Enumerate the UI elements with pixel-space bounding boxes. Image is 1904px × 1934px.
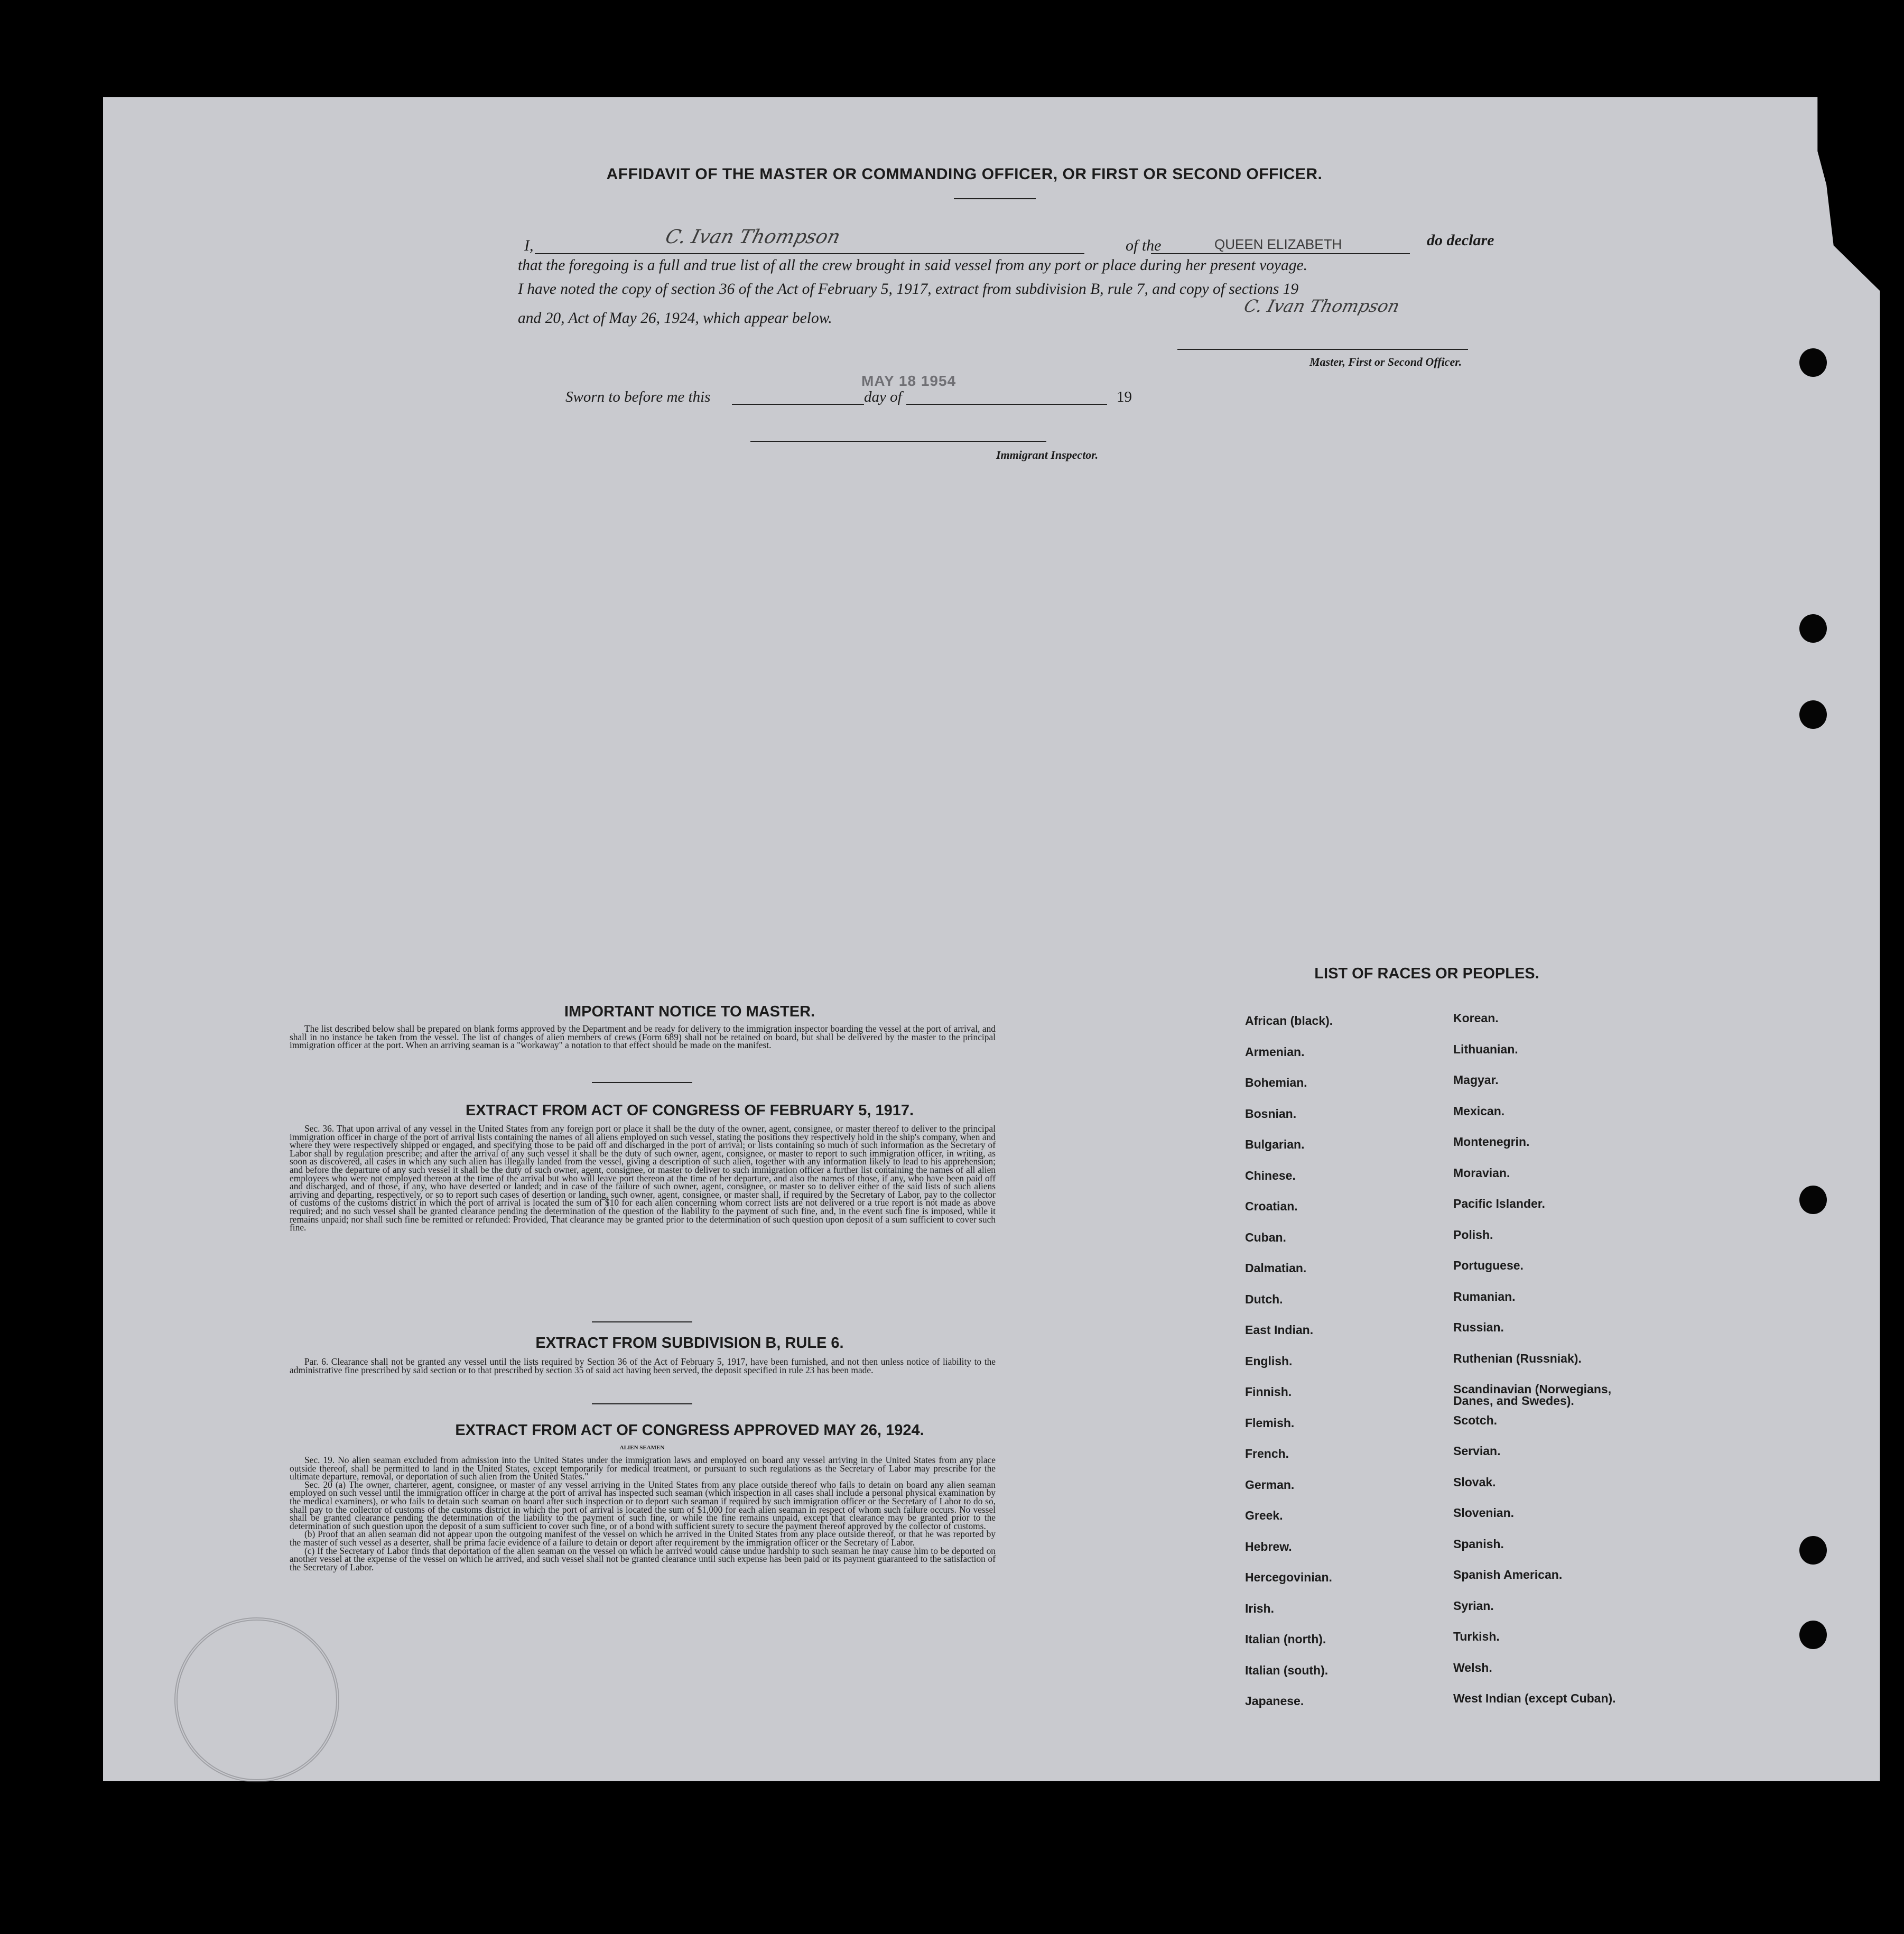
right-race-item: West Indian (except Cuban). [1453,1691,1616,1705]
sworn-label: Sworn to before me this [565,388,711,405]
notice-text [290,1025,996,1050]
right-race-item: Scotch. [1453,1413,1498,1427]
title-rule [954,198,1036,199]
right-race-item: Korean. [1453,1011,1499,1025]
races-left-column [1245,1015,1446,1726]
races-heading: LIST OF RACES OR PEOPLES. [1314,965,1539,982]
right-race-item: Pacific Islander. [1453,1197,1545,1210]
inspector-line [750,441,1046,442]
inspector-caption: Immigrant Inspector. [996,448,1099,461]
affidavit-line-3: and 20, Act of May 26, 1924, which appear below. [518,310,832,327]
right-race-item: Magyar. [1453,1073,1499,1087]
left-race-item: Dutch. [1245,1292,1283,1306]
left-race-item: German. [1245,1477,1295,1492]
left-race-item: Hercegovinian. [1245,1570,1332,1584]
section-36-paragraph: Sec. 36. That upon arrival of any vessel in the United States from any foreign port or place it shall be the duty of the owner, agent, consignee, or master thereof to deliver to the principal immigration officer in charge of the port of arrival lists containing the names of all aliens employed on such vessel, stating the positions they respectively hold in the ship's company, when and where they were respectively shipped or engaged, and specifying those to be paid off and discharged in the port of arrival; or lists containing so much of such information as the Secretary of Labor shall by regulation prescribe; and after the arrival of any such vessel it shall be the duty of such owner, agent, consignee, or master to report to such immigration officer, in writing, as soon as discovered, all cases in which any such alien has illegally landed from the vessel, giving a description of such alien, together with any information likely to lead to his apprehension; and before the departure of any such vessel it shall be the duty of such owner, agent, consignee, or master to deliver to such immigration officer a further list containing the names of all alien employees who were not employed thereon at the time of the arrival but who will leave port thereon at the time of her departure, and also the names of those, if any, who have been paid off and discharged, and of those, if any, who have deserted or landed; and in case of the failure of such owner, agent, consignee, or master so to deliver either of the said lists of such aliens arriving and departing, respectively, or so to report such cases of desertion or landing, such owner, agent, consignee, or master shall, if required by the Secretary of Labor, pay to the collector of customs of the customs district in which the port of arrival is located the sum of $10 for each alien concerning whom correct lists are not delivered or a true report is not made as above required; and no such vessel shall be granted clearance pending the determination of the question of the liability to the payment of such fine, and, in the event such fine is imposed, while it remains unpaid; nor shall such fine be remitted or refunded: Provided, That clearance may be granted prior to the determination of such question upon deposit of a sum sufficient to cover such fine. [290,1123,996,1233]
right-race-item: Russian. [1453,1320,1504,1334]
section-rule [592,1403,692,1404]
left-race-item: Hebrew. [1245,1539,1292,1553]
vessel-name: QUEEN ELIZABETH [1214,236,1342,252]
right-race-item: Turkish. [1453,1630,1500,1643]
left-race-item: Japanese. [1245,1694,1304,1708]
extract-1917-heading: EXTRACT FROM ACT OF CONGRESS OF FEBRUARY 5, 1917. [465,1102,914,1119]
affidavit-line-2: I have noted the copy of section 36 of the Act of February 5, 1917, extract from subdivision B, rule 7, and copy of sections 19 [518,281,1299,298]
left-race-item: Croatian. [1245,1199,1298,1213]
date-stamp: MAY 18 1954 [861,373,956,389]
day-of-label: day of [864,388,902,405]
left-race-item: Bohemian. [1245,1076,1307,1089]
left-race-item: French. [1245,1447,1289,1460]
alien-seamen-subheading: ALIEN SEAMEN [619,1445,665,1451]
year-prefix: 19 [1117,388,1132,405]
left-race-item: Italian (south). [1245,1663,1329,1677]
right-race-item: Rumanian. [1453,1289,1516,1303]
races-right-column [1453,1012,1675,1724]
paragraph-6: Par. 6. Clearance shall not be granted any vessel until the lists required by Section 36 of the Act of February 5, 1917, have been furnished, and not then unless notice of liability to the administrative fine prescribed by said section or to that prescribed by section 35 of said act having been served, the deposit specified in rule 23 has been made. [290,1356,996,1375]
left-race-item: Greek. [1245,1509,1283,1522]
right-race-item: Servian. [1453,1444,1501,1458]
sworn-month-line [906,404,1107,405]
section-20b-paragraph: (b) Proof that an alien seaman did not appear upon the outgoing manifest of the vessel on which he arrived in the United States from any place outside thereof, or that he was reported by the master of such vessel as a deserter, shall be prima facie evidence of a failure to detain or deport after requirement by the immigration officer or the Secretary of Labor. [290,1529,996,1548]
punch-hole [1799,348,1827,377]
left-race-item: Flemish. [1245,1415,1295,1430]
punch-hole [1799,700,1827,729]
right-race-item: Montenegrin. [1453,1135,1530,1149]
punch-hole [1799,1621,1827,1649]
punch-hole [1799,614,1827,643]
left-race-item: Dalmatian. [1245,1261,1307,1275]
left-race-item: Bosnian. [1245,1106,1297,1121]
left-race-item: English. [1245,1354,1293,1368]
affidavit-title: AFFIDAVIT OF THE MASTER OR COMMANDING OFFICER, OR FIRST OR SECOND OFFICER. [606,165,1323,183]
notice-heading: IMPORTANT NOTICE TO MASTER. [564,1003,815,1020]
vessel-line [1151,253,1410,254]
section-20c-paragraph: (c) If the Secretary of Labor finds that deportation of the alien seaman on the vessel on which he arrived would cause undue hardship to such seaman he may cause him to be deported on another vessel at the expense of the vessel on which he arrived, and such vessel shall not be granted clearance until such expense has been paid or its payment guaranteed to the satisfaction of the Secretary of Labor. [290,1545,996,1572]
right-race-item: Slovak. [1453,1475,1496,1489]
rule-6-text [290,1358,996,1374]
master-signature: C. Ivan Thompson [663,226,843,248]
rule-6-heading: EXTRACT FROM SUBDIVISION B, RULE 6. [535,1335,844,1352]
extract-1924-text [290,1456,996,1571]
i-label: I, [524,237,534,254]
notice-paragraph: The list described below shall be prepared on blank forms approved by the Department and be ready for delivery to the immigration inspector boarding the vessel at the port of arrival, and shall in no instance be taken from the vessel. The list of changes of alien members of crews (Form 689) shall not be retained on board, but shall be delivered by the master to the principal immigration officer at the port. When an arriving seaman is a "workaway" a notation to that effect should be made on the manifest. [290,1023,996,1051]
section-rule [592,1321,692,1322]
right-race-item: Spanish American. [1453,1568,1563,1581]
master-caption: Master, First or Second Officer. [1309,355,1462,368]
section-19-paragraph: Sec. 19. No alien seaman excluded from admission into the United States under the immigration laws and employed on board any vessel arriving in the United States from any place outside thereof, shall be permitted to land in the United States, except temporarily for medical treatment, or pursuant to such regulations as the Secretary of Labor may prescribe for the ultimate departure, removal, or deportation of such alien from the United States." [290,1455,996,1482]
right-race-item: Mexican. [1453,1104,1505,1118]
sworn-day-line [732,404,864,405]
affidavit-line-1: that the foregoing is a full and true list of all the crew brought in said vessel from any port or place during her present voyage. [518,257,1307,274]
section-rule [592,1082,692,1083]
left-race-item: Finnish. [1245,1385,1292,1399]
right-race-item: Portuguese. [1453,1259,1524,1272]
left-race-item: Bulgarian. [1245,1137,1305,1151]
do-declare-label: do declare [1427,232,1494,249]
left-race-item: Armenian. [1245,1044,1305,1059]
right-race-item: Lithuanian. [1453,1042,1518,1056]
left-race-item: African (black). [1245,1014,1333,1028]
left-race-item: East Indian. [1245,1323,1314,1337]
master-signature-2: C. Ivan Thompson [1242,296,1402,316]
left-race-item: Chinese. [1245,1168,1296,1182]
right-race-item: Syrian. [1453,1598,1494,1613]
master-signature-line [1177,349,1468,350]
left-race-item: Irish. [1245,1601,1274,1615]
right-race-item: Ruthenian (Russniak). [1453,1351,1582,1365]
of-the-label: of the [1126,237,1162,254]
section-20a-paragraph: Sec. 20 (a) The owner, charterer, agent, consignee, or master of any vessel arriving in the United States from any place outside thereof who fails to detain on board any alien seaman employed on such vessel until the immigration officer in charge at the port of arrival has inspected such seaman (which inspection in all cases shall include a personal physical examination by the medical examiners), or who fails to detain such seaman on board after such inspection or to deport such seaman if required by such immigration officer or the Secretary of Labor to do so, shall pay to the collector of customs of the customs district in which the port of arrival is located the sum of $1,000 for each alien seaman in respect of whom such failure occurs. No vessel shall be granted clearance pending the determination of the liability to the payment of such fine, or while the fine remains unpaid, except that clearance may be granted prior to the determination of such question upon the deposit of a sum sufficient to cover such fine, or of a bond with sufficient surety to secure the payment thereof approved by the collector of customs. [290,1479,996,1531]
right-race-item: Spanish. [1453,1537,1504,1551]
name-line [535,253,1084,254]
extract-1924-heading: EXTRACT FROM ACT OF CONGRESS APPROVED MAY 26, 1924. [455,1422,924,1439]
punch-hole [1799,1536,1827,1565]
left-race-item: Italian (north). [1245,1632,1326,1646]
left-race-item: Cuban. [1245,1230,1286,1244]
punch-hole [1799,1186,1827,1214]
right-race-item: Welsh. [1453,1660,1492,1674]
extract-1917-text [290,1125,996,1232]
right-race-item: Polish. [1453,1227,1493,1242]
embossed-seal [174,1617,339,1782]
right-race-item: Scandinavian (Norwegians, Danes, and Swedes). [1453,1382,1612,1408]
right-race-item: Slovenian. [1453,1506,1515,1520]
right-race-item: Moravian. [1453,1165,1510,1180]
